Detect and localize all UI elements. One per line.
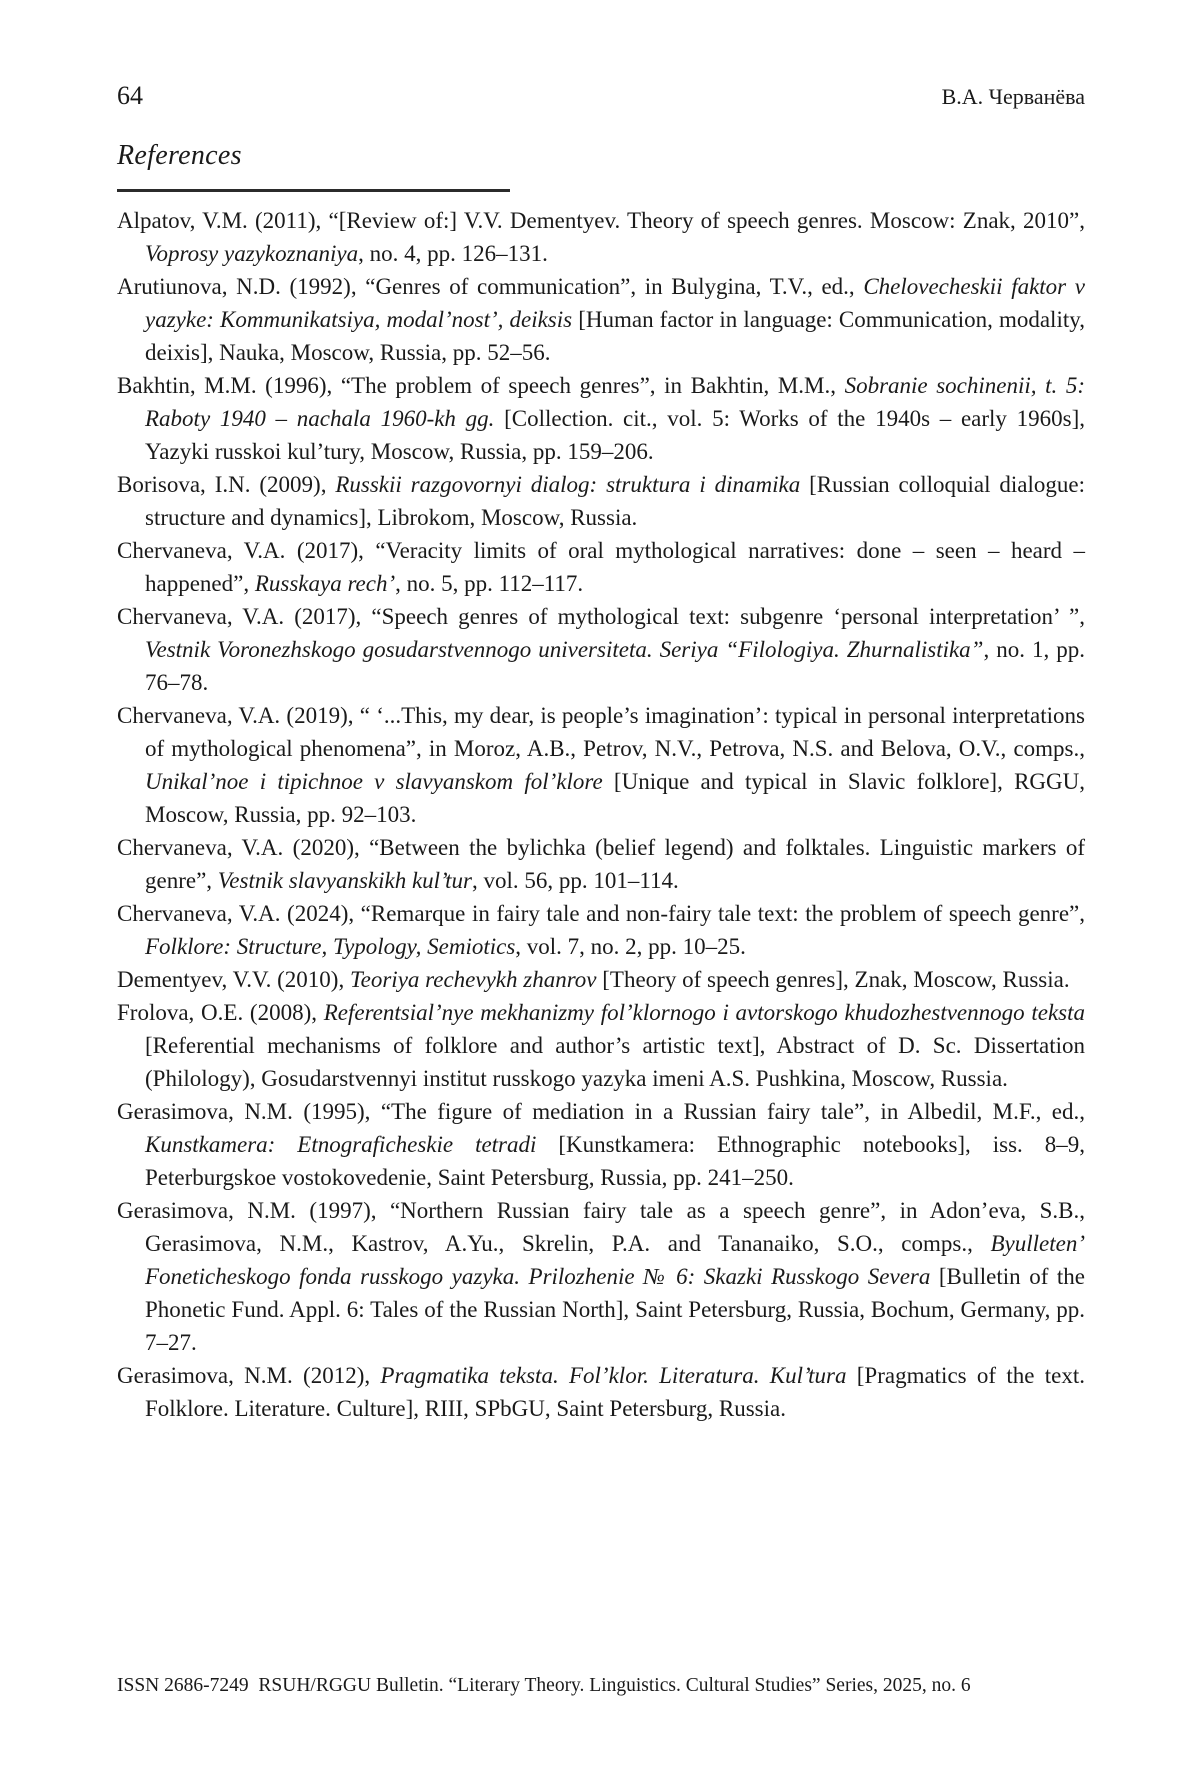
reference-text: , no. 1, pp. 76–78. bbox=[145, 637, 1086, 695]
reference-text: Borisova, I.N. (2009), bbox=[117, 472, 336, 497]
reference-title-italic: Folklore: Structure, Typology, Semiotics bbox=[145, 934, 516, 959]
reference-text: , vol. 56, pp. 101–114. bbox=[472, 868, 679, 893]
section-title-underline bbox=[117, 189, 510, 192]
reference-title-italic: Vestnik Voronezhskogo gosudarstvennogo universiteta. Seriya “Filologiya. Zhurnalistika” bbox=[145, 637, 984, 662]
reference-text: Dementyev, V.V. (2010), bbox=[117, 967, 350, 992]
reference-title-italic: Russkii razgovornyi dialog: struktura i dinamika bbox=[335, 472, 801, 497]
page-number: 64 bbox=[117, 81, 143, 110]
reference-text: Chervaneva, V.A. (2017), “Speech genres of mythological text: subgenre ‘personal interpretation’ ”, bbox=[117, 604, 1085, 629]
reference-text: Gerasimova, N.M. (2012), bbox=[117, 1363, 381, 1388]
reference-title-italic: Kunstkamera: Etnograficheskie tetradi bbox=[145, 1132, 537, 1157]
reference-title-italic: Pragmatika teksta. Fol’klor. Literatura. Kul’tura bbox=[380, 1363, 847, 1388]
running-head-author: В.А. Черванёва bbox=[941, 84, 1085, 109]
reference-entry bbox=[117, 897, 1085, 963]
reference-text: [Unique and typical in Slavic folklore], RGGU, Moscow, Russia, pp. 92–103. bbox=[145, 769, 1085, 827]
reference-entry bbox=[117, 468, 1085, 534]
reference-entry bbox=[117, 699, 1085, 831]
reference-text: [Human factor in language: Communication, modality, deixis], Nauka, Moscow, Russia, pp. 52–56. bbox=[145, 307, 1085, 365]
reference-text: Alpatov, V.M. (2011), “[Review of:] V.V. Dementyev. Theory of speech genres. Moscow: Znak, 2010”, bbox=[117, 208, 1085, 233]
reference-entry bbox=[117, 1359, 1085, 1425]
reference-title-italic: Sobranie sochinenii, t. 5: Raboty 1940 – nachala 1960-kh gg. bbox=[145, 373, 1085, 431]
reference-entry bbox=[117, 1194, 1085, 1359]
reference-entry bbox=[117, 996, 1085, 1095]
reference-text: Frolova, O.E. (2008), bbox=[117, 1000, 324, 1025]
reference-text: [Pragmatics of the text. Folklore. Literature. Culture], RIII, SPbGU, Saint Petersburg, Russia. bbox=[145, 1363, 1085, 1421]
reference-text: Gerasimova, N.M. (1995), “The figure of mediation in a Russian fairy tale”, in Albedil, M.F., ed., bbox=[117, 1099, 1085, 1124]
reference-text: Chervaneva, V.A. (2024), “Remarque in fairy tale and non-fairy tale text: the problem of speech genre”, bbox=[117, 901, 1085, 926]
reference-title-italic: Teoriya rechevykh zhanrov bbox=[349, 967, 597, 992]
reference-entry bbox=[117, 204, 1085, 270]
journal-footer: ISSN 2686-7249 RSUH/RGGU Bulletin. “Literary Theory. Linguistics. Cultural Studies” Series, 2025, no. 6 bbox=[117, 1675, 971, 1696]
reference-text: [Bulletin of the Phonetic Fund. Appl. 6: Tales of the Russian North], Saint Petersburg, Russia, Bochum, Germany, pp. 7–27. bbox=[145, 1264, 1085, 1355]
reference-entry bbox=[117, 369, 1085, 468]
reference-text: [Theory of speech genres], Znak, Moscow, Russia. bbox=[596, 967, 1070, 992]
reference-text: Bakhtin, M.M. (1996), “The problem of speech genres”, in Bakhtin, M.M., bbox=[117, 373, 845, 398]
reference-text: Gerasimova, N.M. (1997), “Northern Russian fairy tale as a speech genre”, in Adon’eva, S.B., Gerasimova, N.M., Kastrov, A.Yu., Skrelin, P.A. and Tananaiko, S.O., comps., bbox=[117, 1198, 1085, 1256]
reference-title-italic: Russkaya rech’ bbox=[254, 571, 396, 596]
reference-text: , vol. 7, no. 2, pp. 10–25. bbox=[515, 934, 746, 959]
reference-text: [Kunstkamera: Ethnographic notebooks], iss. 8–9, Peterburgskoe vostokovedenie, Saint Petersburg, Russia, pp. 241–250. bbox=[145, 1132, 1085, 1190]
reference-title-italic: Vestnik slavyanskikh kul’tur bbox=[217, 868, 473, 893]
reference-text: , no. 5, pp. 112–117. bbox=[395, 571, 584, 596]
running-header bbox=[117, 82, 1085, 111]
section-title: References bbox=[117, 140, 242, 171]
reference-text: [Referential mechanisms of folklore and author’s artistic text], Abstract of D. Sc. Dissertation (Philology), Gosudarstvennyi institut russkogo yazyka imeni A.S. Pushkina, Moscow, Russia. bbox=[145, 1033, 1085, 1091]
reference-text: Chervaneva, V.A. (2017), “Veracity limits of oral mythological narratives: done – seen – heard – happened”, bbox=[117, 538, 1085, 596]
reference-list bbox=[117, 204, 1085, 1425]
reference-entry bbox=[117, 600, 1085, 699]
reference-text: Chervaneva, V.A. (2019), “ ‘...This, my dear, is people’s imagination’: typical in personal interpretations of mythological phenomena”, in Moroz, A.B., Petrov, N.V., Petrova, N.S. and Belova, O.V., comps., bbox=[117, 703, 1085, 761]
reference-title-italic: Unikal’noe i tipichnoe v slavyanskom fol’klore bbox=[145, 769, 603, 794]
reference-entry bbox=[117, 831, 1085, 897]
reference-entry bbox=[117, 270, 1085, 369]
reference-entry bbox=[117, 963, 1085, 996]
reference-text: Chervaneva, V.A. (2020), “Between the bylichka (belief legend) and folktales. Linguistic markers of genre”, bbox=[117, 835, 1085, 893]
reference-text: , no. 4, pp. 126–131. bbox=[358, 241, 548, 266]
reference-text: [Russian colloquial dialogue: structure and dynamics], Librokom, Moscow, Russia. bbox=[145, 472, 1085, 530]
reference-title-italic: Byulleten’ Foneticheskogo fonda russkogo yazyka. Prilozhenie № 6: Skazki Russkogo Severa bbox=[145, 1231, 1085, 1289]
reference-entry bbox=[117, 534, 1085, 600]
reference-text: [Collection. cit., vol. 5: Works of the 1940s – early 1960s], Yazyki russkoi kul’tury, Moscow, Russia, pp. 159–206. bbox=[145, 406, 1085, 464]
reference-entry bbox=[117, 1095, 1085, 1194]
reference-title-italic: Referentsial’nye mekhanizmy fol’klornogo i avtorskogo khudozhestvennogo teksta bbox=[323, 1000, 1085, 1025]
reference-text: Arutiunova, N.D. (1992), “Genres of communication”, in Bulygina, T.V., ed., bbox=[117, 274, 864, 299]
reference-title-italic: Chelovecheskii faktor v yazyke: Kommunikatsiya, modal’nost’, deiksis bbox=[145, 274, 1085, 332]
reference-title-italic: Voprosy yazykoznaniya bbox=[145, 241, 359, 266]
